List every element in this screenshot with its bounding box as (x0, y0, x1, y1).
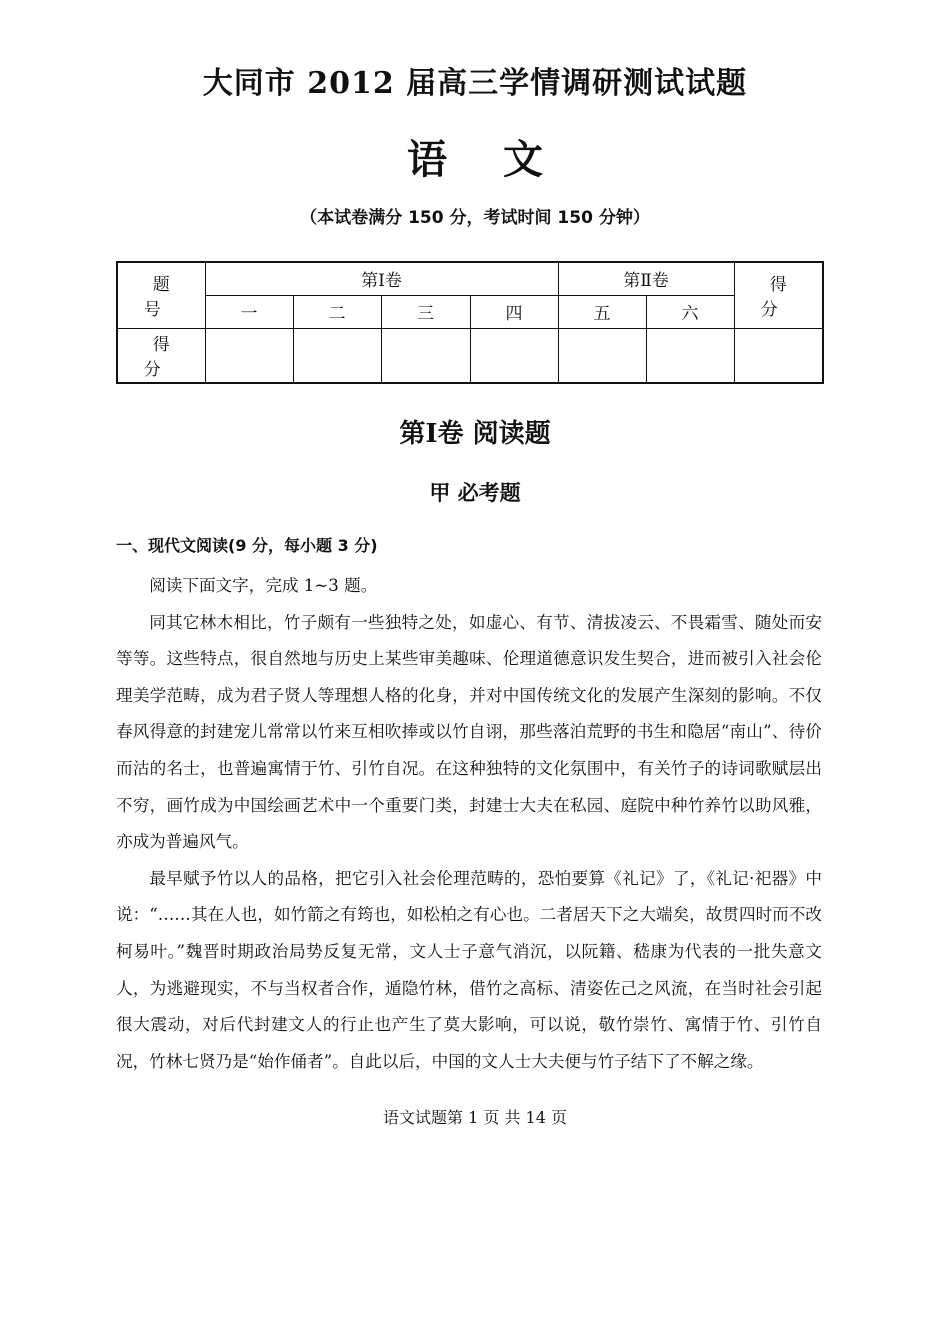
passage-paragraph: 最早赋予竹以人的品格，把它引入社会伦理范畴的，恐怕要算《礼记》了，《礼记·祀器》中说：“……其在人也，如竹箭之有筠也，如松柏之有心也。二者居天下之大端矣，故贯四时而不改柯易叶。”魏晋时期政治局势反复无常，文人士子意气消沉，以阮籍、嵇康为代表的一批失意文人，为逃避现实，不与当权者合作，遁隐竹林，借竹之高标、清姿佐己之风流，在当时社会引起很大震动，对后代封建文人的行止也产生了莫大影响，可以说，敬竹崇竹、寓情于竹、引竹自况，竹林七贤乃是“始作俑者”。自此以后，中国的文人士大夫便与竹子结下了不解之缘。 (116, 868, 822, 1071)
sub-title: 甲 必考题 (429, 480, 521, 505)
column-header: 四 (470, 295, 558, 328)
question-header: 一、现代文阅读(9 分，每小题 3 分) (116, 536, 378, 555)
score-cell (646, 328, 734, 383)
exam-title: 大同市 2012 届高三学情调研测试试题 (202, 66, 748, 101)
score-table (116, 261, 824, 384)
column-header: 二 (293, 295, 381, 328)
part-title: 第Ⅰ卷 阅读题 (399, 419, 551, 449)
column-header: 一 (205, 295, 293, 328)
score-cell (470, 328, 558, 383)
question-number-label: 题 号 (117, 262, 205, 328)
volume-2-header: 第Ⅱ卷 (558, 262, 734, 295)
page-footer: 语文试题第 1 页 共 14 页 (383, 1108, 567, 1127)
column-header: 五 (558, 295, 646, 328)
score-cell (558, 328, 646, 383)
reading-passage (116, 568, 822, 1080)
score-cell (293, 328, 381, 383)
score-cell (205, 328, 293, 383)
score-row-label: 得 分 (117, 328, 205, 383)
subject-title: 语文 (407, 136, 599, 183)
column-header: 三 (381, 295, 470, 328)
instruction-text: 阅读下面文字，完成 1~3 题。 (149, 576, 378, 595)
score-cell-total (734, 328, 823, 383)
passage-paragraph: 同其它林木相比，竹子颇有一些独特之处，如虚心、有节、清拔凌云、不畏霜雪、随处而安等等。这些特点，很自然地与历史上某些审美趣味、伦理道德意识发生契合，进而被引入社会伦理美学范畴，成为君子贤人等理想人格的化身，并对中国传统文化的发展产生深刻的影响。不仅春风得意的封建宠儿常常以竹来互相吹捧或以竹自诩，那些落泊荒野的书生和隐居“南山”、待价而沽的名士，也普遍寓情于竹、引竹自况。在这种独特的文化氛围中，有关竹子的诗词歌赋层出不穷，画竹成为中国绘画艺术中一个重要门类，封建士大夫在私园、庭院中种竹养竹以助风雅，亦成为普遍风气。 (116, 612, 822, 852)
column-header: 六 (646, 295, 734, 328)
total-score-label: 得 分 (734, 262, 823, 328)
score-cell (381, 328, 470, 383)
exam-note: （本试卷满分 150 分，考试时间 150 分钟） (300, 208, 650, 228)
volume-1-header: 第Ⅰ卷 (205, 262, 558, 295)
